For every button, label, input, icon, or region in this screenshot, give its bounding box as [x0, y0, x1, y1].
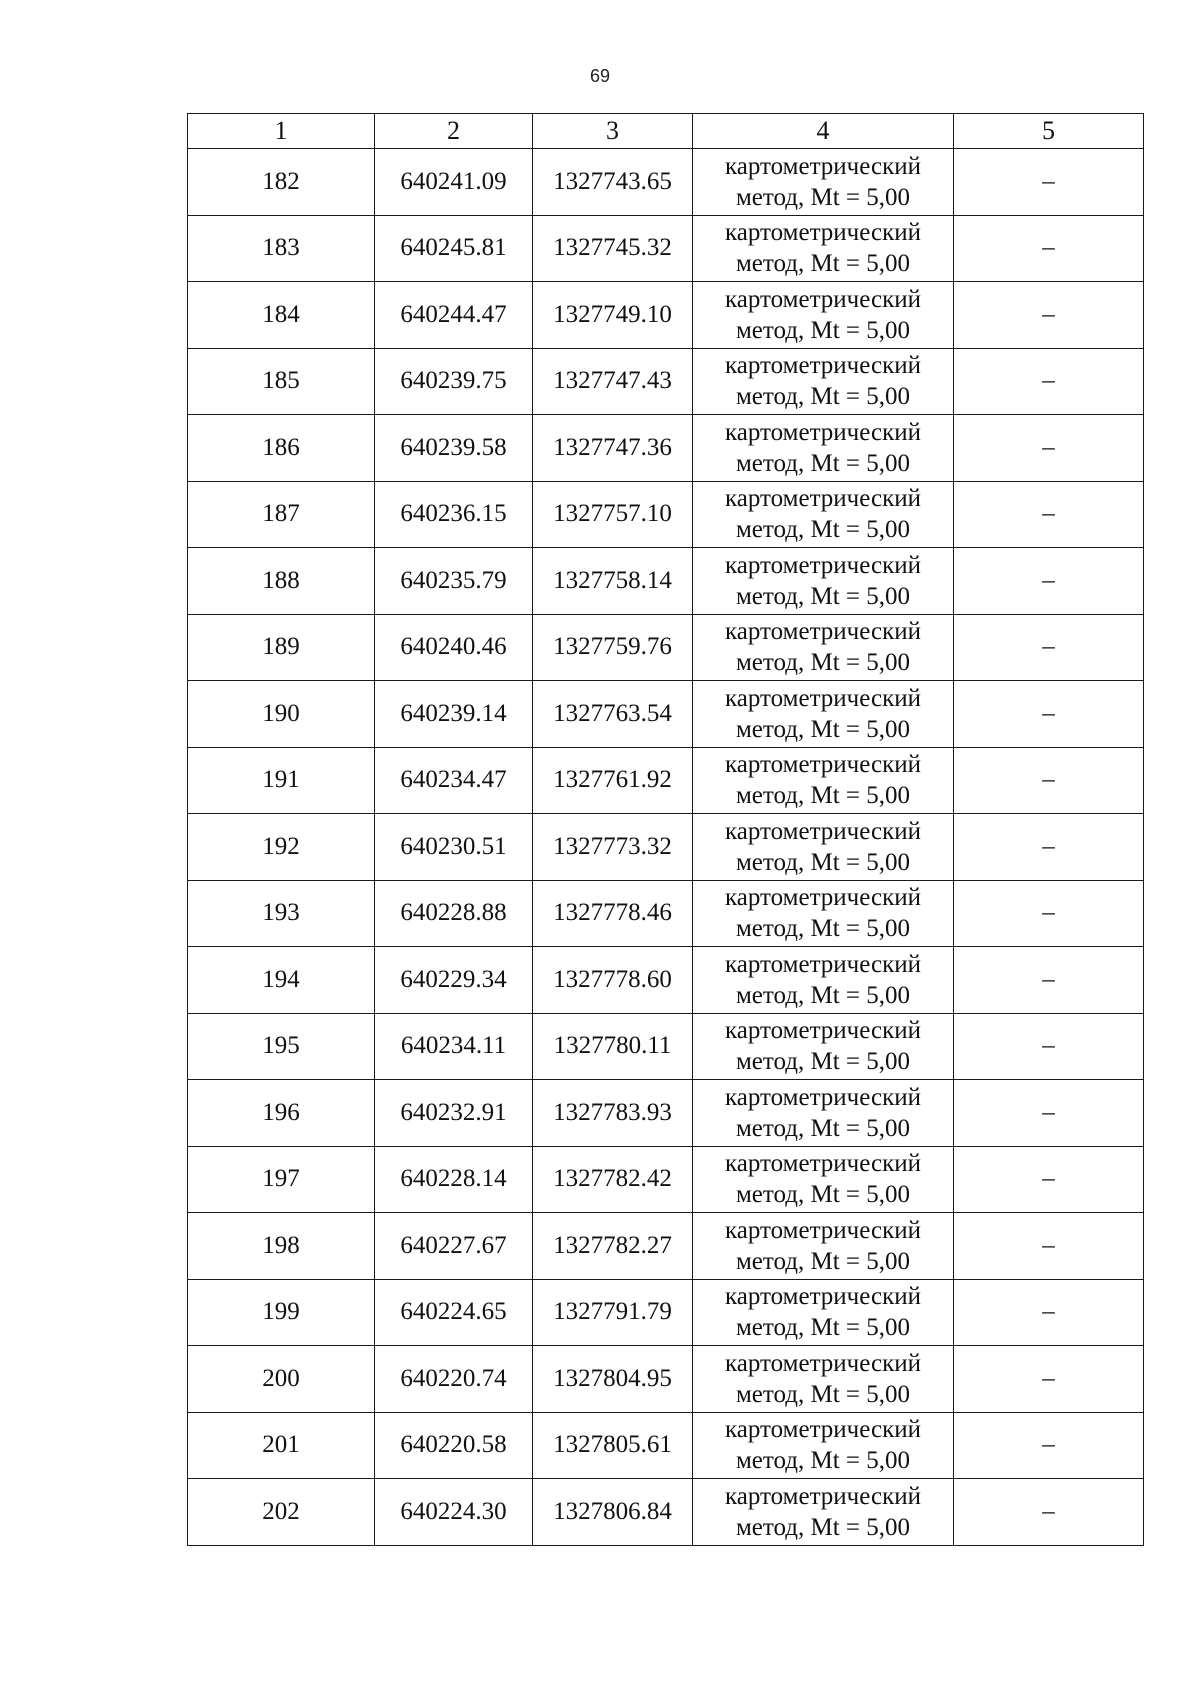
coordinates-table-container — [187, 113, 1143, 1546]
x-coordinate-cell: 640220.58 — [375, 1412, 533, 1479]
method-cell — [693, 614, 954, 681]
method-cell — [693, 814, 954, 881]
table-row — [188, 282, 1144, 349]
method-name-text: картометрический — [725, 884, 921, 912]
point-number-cell: 197 — [188, 1146, 375, 1213]
y-coordinate-cell: 1327763.54 — [533, 681, 693, 748]
x-coordinate-cell: 640220.74 — [375, 1346, 533, 1413]
point-number-cell: 195 — [188, 1013, 375, 1080]
method-accuracy-text: метод, Mt = 5,00 — [735, 981, 911, 1009]
table-row — [188, 348, 1144, 415]
method-name-text: картометрический — [725, 1283, 921, 1311]
method-cell — [693, 1279, 954, 1346]
note-cell: – — [954, 415, 1144, 482]
y-coordinate-cell: 1327778.46 — [533, 880, 693, 947]
column-header-5: 5 — [954, 114, 1144, 149]
method-accuracy-text: метод, Mt = 5,00 — [735, 1048, 911, 1076]
note-cell: – — [954, 1146, 1144, 1213]
method-accuracy-text: метод, Mt = 5,00 — [735, 782, 911, 810]
method-name-text: картометрический — [725, 817, 921, 845]
method-accuracy-text: метод, Mt = 5,00 — [735, 183, 911, 211]
method-accuracy-text: метод, Mt = 5,00 — [735, 649, 911, 677]
method-name-text: картометрический — [725, 684, 921, 712]
method-accuracy-text: метод, Mt = 5,00 — [735, 250, 911, 278]
y-coordinate-cell: 1327778.60 — [533, 947, 693, 1014]
note-cell: – — [954, 1080, 1144, 1147]
point-number-cell: 196 — [188, 1080, 375, 1147]
method-name-text: картометрический — [725, 352, 921, 380]
table-row — [188, 681, 1144, 748]
method-cell — [693, 1080, 954, 1147]
method-cell — [693, 1479, 954, 1546]
method-accuracy-text: метод, Mt = 5,00 — [735, 1181, 911, 1209]
point-number-cell: 187 — [188, 481, 375, 548]
method-name-text: картометрический — [725, 219, 921, 247]
y-coordinate-cell: 1327743.65 — [533, 149, 693, 216]
method-accuracy-text: метод, Mt = 5,00 — [735, 1447, 911, 1475]
x-coordinate-cell: 640232.91 — [375, 1080, 533, 1147]
method-cell — [693, 681, 954, 748]
y-coordinate-cell: 1327791.79 — [533, 1279, 693, 1346]
point-number-cell: 182 — [188, 149, 375, 216]
note-cell: – — [954, 548, 1144, 615]
method-accuracy-text: метод, Mt = 5,00 — [735, 582, 911, 610]
point-number-cell: 191 — [188, 747, 375, 814]
method-name-text: картометрический — [725, 1083, 921, 1111]
method-name-text: картометрический — [725, 1349, 921, 1377]
method-name-text: картометрический — [725, 1150, 921, 1178]
method-name-text: картометрический — [725, 751, 921, 779]
point-number-cell: 183 — [188, 215, 375, 282]
y-coordinate-cell: 1327804.95 — [533, 1346, 693, 1413]
point-number-cell: 202 — [188, 1479, 375, 1546]
method-name-text: картометрический — [725, 152, 921, 180]
table-row — [188, 880, 1144, 947]
method-cell — [693, 282, 954, 349]
y-coordinate-cell: 1327759.76 — [533, 614, 693, 681]
y-coordinate-cell: 1327758.14 — [533, 548, 693, 615]
note-cell: – — [954, 814, 1144, 881]
y-coordinate-cell: 1327773.32 — [533, 814, 693, 881]
note-cell: – — [954, 149, 1144, 216]
y-coordinate-cell: 1327805.61 — [533, 1412, 693, 1479]
x-coordinate-cell: 640239.14 — [375, 681, 533, 748]
method-accuracy-text: метод, Mt = 5,00 — [735, 1314, 911, 1342]
table-row — [188, 1213, 1144, 1280]
method-accuracy-text: метод, Mt = 5,00 — [735, 1513, 911, 1541]
method-accuracy-text: метод, Mt = 5,00 — [735, 1114, 911, 1142]
x-coordinate-cell: 640234.47 — [375, 747, 533, 814]
note-cell: – — [954, 1412, 1144, 1479]
x-coordinate-cell: 640228.14 — [375, 1146, 533, 1213]
y-coordinate-cell: 1327783.93 — [533, 1080, 693, 1147]
method-cell — [693, 1213, 954, 1280]
x-coordinate-cell: 640234.11 — [375, 1013, 533, 1080]
method-accuracy-text: метод, Mt = 5,00 — [735, 848, 911, 876]
table-row — [188, 747, 1144, 814]
x-coordinate-cell: 640239.75 — [375, 348, 533, 415]
method-accuracy-text: метод, Mt = 5,00 — [735, 516, 911, 544]
table-body — [188, 149, 1144, 1546]
y-coordinate-cell: 1327782.42 — [533, 1146, 693, 1213]
table-row — [188, 1146, 1144, 1213]
point-number-cell: 192 — [188, 814, 375, 881]
point-number-cell: 188 — [188, 548, 375, 615]
y-coordinate-cell: 1327745.32 — [533, 215, 693, 282]
method-accuracy-text: метод, Mt = 5,00 — [735, 715, 911, 743]
note-cell: – — [954, 481, 1144, 548]
point-number-cell: 189 — [188, 614, 375, 681]
note-cell: – — [954, 1479, 1144, 1546]
y-coordinate-cell: 1327806.84 — [533, 1479, 693, 1546]
method-cell — [693, 880, 954, 947]
note-cell: – — [954, 1213, 1144, 1280]
table-row — [188, 149, 1144, 216]
point-number-cell: 198 — [188, 1213, 375, 1280]
method-name-text: картометрический — [725, 1482, 921, 1510]
x-coordinate-cell: 640244.47 — [375, 282, 533, 349]
x-coordinate-cell: 640224.30 — [375, 1479, 533, 1546]
method-cell — [693, 1146, 954, 1213]
table-row — [188, 548, 1144, 615]
method-name-text: картометрический — [725, 551, 921, 579]
method-name-text: картометрический — [725, 1216, 921, 1244]
x-coordinate-cell: 640224.65 — [375, 1279, 533, 1346]
table-row — [188, 1346, 1144, 1413]
y-coordinate-cell: 1327747.36 — [533, 415, 693, 482]
table-row — [188, 814, 1144, 881]
table-row — [188, 1080, 1144, 1147]
table-row — [188, 1412, 1144, 1479]
table-row — [188, 481, 1144, 548]
y-coordinate-cell: 1327749.10 — [533, 282, 693, 349]
method-cell — [693, 947, 954, 1014]
note-cell: – — [954, 1013, 1144, 1080]
method-name-text: картометрический — [725, 485, 921, 513]
method-cell — [693, 215, 954, 282]
method-cell — [693, 415, 954, 482]
table-row — [188, 1013, 1144, 1080]
column-header-2: 2 — [375, 114, 533, 149]
table-row — [188, 947, 1144, 1014]
point-number-cell: 184 — [188, 282, 375, 349]
method-cell — [693, 747, 954, 814]
table-row — [188, 1279, 1144, 1346]
method-accuracy-text: метод, Mt = 5,00 — [735, 449, 911, 477]
note-cell: – — [954, 1279, 1144, 1346]
note-cell: – — [954, 947, 1144, 1014]
y-coordinate-cell: 1327780.11 — [533, 1013, 693, 1080]
point-number-cell: 194 — [188, 947, 375, 1014]
x-coordinate-cell: 640228.88 — [375, 880, 533, 947]
note-cell: – — [954, 681, 1144, 748]
method-accuracy-text: метод, Mt = 5,00 — [735, 383, 911, 411]
method-name-text: картометрический — [725, 1017, 921, 1045]
x-coordinate-cell: 640240.46 — [375, 614, 533, 681]
x-coordinate-cell: 640241.09 — [375, 149, 533, 216]
method-name-text: картометрический — [725, 950, 921, 978]
method-cell — [693, 1013, 954, 1080]
method-cell — [693, 1346, 954, 1413]
y-coordinate-cell: 1327782.27 — [533, 1213, 693, 1280]
method-name-text: картометрический — [725, 285, 921, 313]
method-name-text: картометрический — [725, 418, 921, 446]
point-number-cell: 201 — [188, 1412, 375, 1479]
point-number-cell: 200 — [188, 1346, 375, 1413]
table-row — [188, 614, 1144, 681]
x-coordinate-cell: 640229.34 — [375, 947, 533, 1014]
x-coordinate-cell: 640239.58 — [375, 415, 533, 482]
coordinates-table — [187, 113, 1144, 1546]
method-accuracy-text: метод, Mt = 5,00 — [735, 1247, 911, 1275]
x-coordinate-cell: 640227.67 — [375, 1213, 533, 1280]
x-coordinate-cell: 640230.51 — [375, 814, 533, 881]
method-cell — [693, 348, 954, 415]
method-accuracy-text: метод, Mt = 5,00 — [735, 316, 911, 344]
table-row — [188, 215, 1144, 282]
method-cell — [693, 149, 954, 216]
x-coordinate-cell: 640235.79 — [375, 548, 533, 615]
note-cell: – — [954, 614, 1144, 681]
column-header-1: 1 — [188, 114, 375, 149]
column-header-3: 3 — [533, 114, 693, 149]
note-cell: – — [954, 282, 1144, 349]
method-cell — [693, 1412, 954, 1479]
method-name-text: картометрический — [725, 618, 921, 646]
note-cell: – — [954, 348, 1144, 415]
y-coordinate-cell: 1327747.43 — [533, 348, 693, 415]
table-header-row — [188, 114, 1144, 149]
y-coordinate-cell: 1327757.10 — [533, 481, 693, 548]
table-row — [188, 415, 1144, 482]
note-cell: – — [954, 747, 1144, 814]
x-coordinate-cell: 640236.15 — [375, 481, 533, 548]
page-number: 69 — [589, 66, 611, 86]
note-cell: – — [954, 215, 1144, 282]
method-cell — [693, 481, 954, 548]
point-number-cell: 186 — [188, 415, 375, 482]
method-accuracy-text: метод, Mt = 5,00 — [735, 915, 911, 943]
point-number-cell: 199 — [188, 1279, 375, 1346]
y-coordinate-cell: 1327761.92 — [533, 747, 693, 814]
note-cell: – — [954, 880, 1144, 947]
point-number-cell: 193 — [188, 880, 375, 947]
method-cell — [693, 548, 954, 615]
x-coordinate-cell: 640245.81 — [375, 215, 533, 282]
method-name-text: картометрический — [725, 1416, 921, 1444]
point-number-cell: 190 — [188, 681, 375, 748]
column-header-4: 4 — [693, 114, 954, 149]
method-accuracy-text: метод, Mt = 5,00 — [735, 1380, 911, 1408]
note-cell: – — [954, 1346, 1144, 1413]
point-number-cell: 185 — [188, 348, 375, 415]
table-row — [188, 1479, 1144, 1546]
